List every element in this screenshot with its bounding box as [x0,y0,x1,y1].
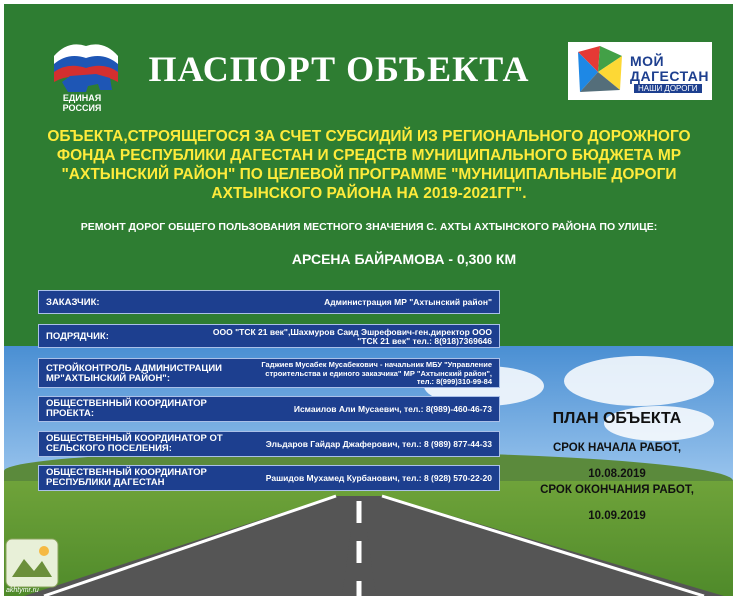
headline: ОБЪЕКТА,СТРОЯЩЕГОСЯ ЗА СЧЕТ СУБСИДИЙ ИЗ РЕГИОНАЛЬНОГО ДОРОЖНОГО ФОНДА РЕСПУБЛИКИ ДАГЕСТАН И СРЕДСТВ МУНИЦИПАЛЬНОГО БЮДЖЕТА МР "АХТЫНСКИЙ РАЙОН" ПО ЦЕЛЕВОЙ ПРОГРАММЕ "МУНИЦИПАЛЬНЫЕ ДОРОГИ АХТЫНСКОГО РАЙОНА НА 2019-2021ГГ". [47,128,691,202]
info-value: Исмаилов Али Мусаевич, тел.: 8(989)-460-46-73 [293,404,492,414]
end-date: 10.09.2019 [588,510,646,522]
info-value: Администрация МР "Ахтынский район" [324,297,492,307]
moy-dagestan-logo [568,42,712,100]
info-label: ПОДРЯДЧИК: [46,331,109,342]
info-value: Рашидов Мухамед Курбанович, тел.: 8 (928) 570-22-20 [265,473,492,483]
watermark-logo [4,537,60,593]
info-row-project-coordinator [38,396,500,422]
page-title: ПАСПОРТ ОБЪЕКТА [148,49,530,89]
info-value: ООО "ТСК 21 век",Шахмуров Саид Эшрефович-ген.директор ООО "ТСК 21 век" тел.: 8(918)7369646 [212,327,492,346]
watermark-text: akhtymr.ru [6,587,39,594]
info-row-contractor [38,324,500,348]
info-row-construction-control [38,358,500,388]
plan-heading: ПЛАН ОБЪЕКТА [552,410,682,427]
start-date: 10.08.2019 [588,468,646,480]
info-value: Эльдаров Гайдар Джаферович, тел.: 8 (989) 877-44-33 [265,439,492,449]
object-plan [502,410,732,522]
end-label: СРОК ОКОНЧАНИЯ РАБОТ, [540,484,694,496]
logo-text-line1: МОЙ [630,53,665,69]
info-row-customer [38,290,500,314]
info-label: СТРОЙКОНТРОЛЬ АДМИНИСТРАЦИИ МР"АХТЫНСКИЙ РАЙОН": [46,363,223,384]
logo-text-line2: ДАГЕСТАН [630,68,710,84]
start-label: СРОК НАЧАЛА РАБОТ, [552,442,682,454]
info-label: ЗАКАЗЧИК: [46,297,100,308]
info-value: Гаджиев Мусабек Мусабекович - начальник МБУ "Управление строительства и единого заказчика" МР "Ахтынский район", тел.: 8(999)310-99-84 [261,360,492,386]
passport-board [4,4,733,596]
united-russia-label: ЕДИНАЯ РОССИЯ [62,93,102,113]
info-label: ОБЩЕСТВЕННЫЙ КООРДИНАТОР ОТ СЕЛЬСКОГО ПОСЕЛЕНИЯ: [46,433,223,454]
info-row-village-coordinator [38,431,500,457]
subheadline: РЕМОНТ ДОРОГ ОБЩЕГО ПОЛЬЗОВАНИЯ МЕСТНОГО ЗНАЧЕНИЯ С. АХТЫ АХТЫНСКОГО РАЙОНА ПО УЛИЦЕ: [80,221,658,233]
logo-tagline: НАШИ ДОРОГИ [634,84,702,93]
info-row-republic-coordinator [38,465,500,491]
info-label: ОБЩЕСТВЕННЫЙ КООРДИНАТОР ПРОЕКТА: [46,398,207,419]
info-label: ОБЩЕСТВЕННЫЙ КООРДИНАТОР РЕСПУБЛИКИ ДАГЕСТАН [46,467,207,488]
street-name: АРСЕНА БАЙРАМОВА - 0,300 КМ [291,251,517,267]
